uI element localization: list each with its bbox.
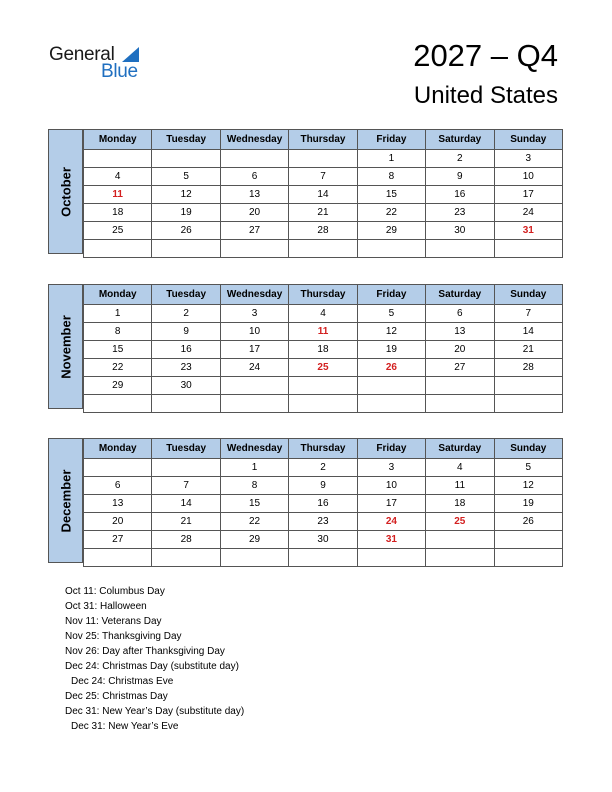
weekday-header: Thursday [289,285,357,305]
day-cell: 5 [494,459,562,477]
day-cell: 7 [152,477,220,495]
week-row [84,222,563,240]
month-label-cell [48,438,83,563]
day-cell: 29 [84,377,152,395]
day-cell [220,150,288,168]
day-cell: 4 [84,168,152,186]
day-cell: 9 [426,168,494,186]
weekday-header: Thursday [289,130,357,150]
day-cell: 8 [84,323,152,341]
day-cell: 17 [357,495,425,513]
day-cell: 12 [494,477,562,495]
holiday-note: Nov 25: Thanksgiving Day [65,631,182,642]
day-cell: 27 [220,222,288,240]
day-cell: 10 [220,323,288,341]
logo-triangle-icon [122,47,139,62]
day-cell: 2 [152,305,220,323]
day-cell: 23 [152,359,220,377]
holiday-notes [65,584,244,734]
day-cell: 3 [220,305,288,323]
week-row [84,305,563,323]
day-cell [152,549,220,567]
day-cell [289,240,357,258]
day-cell: 10 [357,477,425,495]
weekday-header: Saturday [426,439,494,459]
holiday-note: Oct 31: Halloween [65,601,147,612]
weekday-header: Friday [357,285,425,305]
day-cell [220,377,288,395]
day-cell: 25 [84,222,152,240]
week-row [84,459,563,477]
day-cell: 22 [220,513,288,531]
day-cell: 2 [426,150,494,168]
week-row [84,531,563,549]
day-cell: 11 [84,186,152,204]
day-cell: 27 [426,359,494,377]
week-row [84,204,563,222]
day-cell [426,377,494,395]
day-cell: 19 [152,204,220,222]
weekday-header: Friday [357,439,425,459]
day-cell: 26 [357,359,425,377]
day-cell: 6 [84,477,152,495]
week-row [84,359,563,377]
weekday-header-row [84,130,563,150]
logo [49,44,159,84]
holiday-note: Dec 25: Christmas Day [65,691,168,702]
holiday-note: Oct 11: Columbus Day [65,586,165,597]
day-cell [426,240,494,258]
day-cell: 6 [220,168,288,186]
day-cell: 23 [289,513,357,531]
day-cell: 28 [494,359,562,377]
day-cell: 3 [357,459,425,477]
day-cell: 21 [494,341,562,359]
day-cell: 31 [357,531,425,549]
day-cell: 30 [152,377,220,395]
day-cell [426,549,494,567]
weekday-header: Saturday [426,130,494,150]
day-cell [152,395,220,413]
month-calendar-november [48,284,563,409]
weekday-header: Wednesday [220,439,288,459]
day-cell [220,395,288,413]
day-cell [84,240,152,258]
weekday-header: Wednesday [220,130,288,150]
holiday-note: Dec 31: New Year’s Eve [71,721,179,732]
weekday-header: Sunday [494,130,562,150]
day-cell: 31 [494,222,562,240]
week-row [84,341,563,359]
week-row [84,240,563,258]
day-cell: 30 [289,531,357,549]
month-label-cell [48,284,83,409]
day-cell [357,549,425,567]
calendar-grid [83,284,563,413]
day-cell: 18 [289,341,357,359]
day-cell [289,395,357,413]
holiday-note: Nov 11: Veterans Day [65,616,162,627]
day-cell: 22 [357,204,425,222]
day-cell [426,531,494,549]
day-cell [494,549,562,567]
day-cell: 25 [426,513,494,531]
day-cell: 10 [494,168,562,186]
month-label-cell [48,129,83,254]
weekday-header: Thursday [289,439,357,459]
month-name: December [58,469,73,532]
day-cell: 9 [289,477,357,495]
weekday-header: Sunday [494,285,562,305]
day-cell: 11 [289,323,357,341]
month-calendar-december [48,438,563,563]
month-name: October [58,166,73,217]
calendar-grid [83,129,563,258]
page-subtitle: United States [413,82,558,109]
day-cell [289,549,357,567]
day-cell: 1 [220,459,288,477]
day-cell: 12 [152,186,220,204]
month-name: November [58,314,73,379]
weekday-header: Friday [357,130,425,150]
day-cell [152,459,220,477]
day-cell [426,395,494,413]
day-cell: 15 [357,186,425,204]
day-cell: 20 [220,204,288,222]
holiday-note: Dec 24: Christmas Eve [71,676,174,687]
day-cell: 30 [426,222,494,240]
holiday-note: Dec 31: New Year’s Day (substitute day) [65,706,245,717]
weekday-header: Saturday [426,285,494,305]
weekday-header: Tuesday [152,285,220,305]
day-cell: 23 [426,204,494,222]
week-row [84,395,563,413]
day-cell: 17 [220,341,288,359]
day-cell: 26 [494,513,562,531]
week-row [84,168,563,186]
week-row [84,150,563,168]
week-row [84,323,563,341]
day-cell: 13 [426,323,494,341]
week-row [84,186,563,204]
day-cell [494,377,562,395]
day-cell: 26 [152,222,220,240]
day-cell: 22 [84,359,152,377]
day-cell: 7 [494,305,562,323]
day-cell: 4 [426,459,494,477]
week-row [84,495,563,513]
day-cell: 29 [357,222,425,240]
day-cell: 13 [84,495,152,513]
day-cell: 8 [357,168,425,186]
day-cell [494,395,562,413]
day-cell [494,240,562,258]
day-cell: 1 [84,305,152,323]
day-cell: 5 [152,168,220,186]
day-cell: 8 [220,477,288,495]
week-row [84,513,563,531]
weekday-header: Tuesday [152,130,220,150]
weekday-header-row [84,285,563,305]
day-cell [84,395,152,413]
day-cell: 18 [84,204,152,222]
day-cell: 25 [289,359,357,377]
day-cell: 20 [84,513,152,531]
day-cell: 19 [494,495,562,513]
day-cell: 14 [152,495,220,513]
day-cell: 1 [357,150,425,168]
day-cell: 16 [289,495,357,513]
day-cell [220,549,288,567]
day-cell: 29 [220,531,288,549]
day-cell [289,377,357,395]
day-cell [357,240,425,258]
holiday-note: Dec 24: Christmas Day (substitute day) [65,661,239,672]
week-row [84,549,563,567]
day-cell [84,459,152,477]
logo-general-text: General [49,44,115,65]
holiday-note: Nov 26: Day after Thanksgiving Day [65,646,225,657]
day-cell: 3 [494,150,562,168]
day-cell: 21 [152,513,220,531]
day-cell: 11 [426,477,494,495]
day-cell: 24 [357,513,425,531]
day-cell: 15 [84,341,152,359]
day-cell: 15 [220,495,288,513]
day-cell: 14 [289,186,357,204]
day-cell: 19 [357,341,425,359]
day-cell: 2 [289,459,357,477]
day-cell [357,395,425,413]
day-cell: 21 [289,204,357,222]
day-cell: 9 [152,323,220,341]
day-cell: 5 [357,305,425,323]
day-cell: 4 [289,305,357,323]
logo-blue-text: Blue [101,61,138,82]
day-cell [84,150,152,168]
weekday-header: Monday [84,130,152,150]
day-cell: 6 [426,305,494,323]
weekday-header: Sunday [494,439,562,459]
day-cell [152,150,220,168]
page-title: 2027 – Q4 [413,38,558,73]
day-cell: 14 [494,323,562,341]
weekday-header: Monday [84,439,152,459]
week-row [84,477,563,495]
day-cell: 7 [289,168,357,186]
day-cell: 27 [84,531,152,549]
day-cell: 24 [494,204,562,222]
day-cell: 24 [220,359,288,377]
weekday-header-row [84,439,563,459]
day-cell: 18 [426,495,494,513]
day-cell: 12 [357,323,425,341]
weekday-header: Tuesday [152,439,220,459]
calendar-grid [83,438,563,567]
day-cell: 28 [289,222,357,240]
month-calendar-october [48,129,563,254]
day-cell [289,150,357,168]
week-row [84,377,563,395]
day-cell [220,240,288,258]
day-cell [84,549,152,567]
day-cell [494,531,562,549]
weekday-header: Wednesday [220,285,288,305]
day-cell: 16 [426,186,494,204]
day-cell: 17 [494,186,562,204]
day-cell: 13 [220,186,288,204]
day-cell: 20 [426,341,494,359]
weekday-header: Monday [84,285,152,305]
day-cell [357,377,425,395]
day-cell [152,240,220,258]
day-cell: 28 [152,531,220,549]
day-cell: 16 [152,341,220,359]
